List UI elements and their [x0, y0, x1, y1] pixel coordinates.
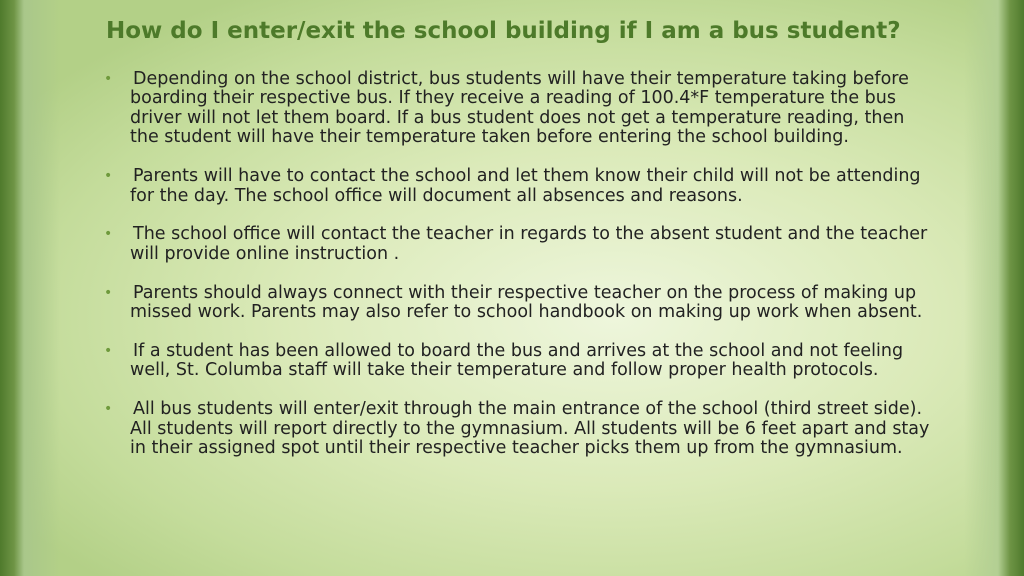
bullet-list: [104, 70, 934, 478]
bullet-item: [104, 167, 934, 206]
bullet-item: [104, 70, 934, 148]
bullet-item: [104, 342, 934, 381]
bullet-marker-icon: •: [104, 343, 113, 360]
bullet-text: The school office will contact the teacher in regards to the absent student and the teacher will provide online instruction .: [130, 224, 928, 264]
bullet-marker-icon: •: [104, 401, 113, 418]
bullet-text: Parents should always connect with their respective teacher on the process of making up missed work. Parents may also refer to school handbook on making up work when absent.: [130, 282, 923, 323]
bullet-item: [104, 225, 934, 264]
bullet-text: If a student has been allowed to board the bus and arrives at the school and not feeling well, St. Columba staff will take their temperature and follow proper health protocols.: [130, 341, 904, 381]
bullet-marker-icon: •: [104, 168, 113, 185]
bullet-marker-icon: •: [104, 226, 113, 243]
bullet-item: [104, 284, 934, 323]
bullet-text: Depending on the school district, bus students will have their temperature taking before boarding their respective bus. If they receive a reading of 100.4*F temperature the bus driver will not let them board. If a bus student does not get a temperature reading, then the student will have their temperature taken before entering the school building.: [130, 69, 909, 148]
bullet-text: All bus students will enter/exit through the main entrance of the school (third street side). All students will report directly to the gymnasium. All students will be 6 feet apart and stay in their assigned spot until their respective teacher picks them up from the gymnasium.: [130, 399, 930, 459]
bullet-text: Parents will have to contact the school and let them know their child will not be attending for the day. The school office will document all absences and reasons.: [130, 166, 921, 206]
slide-title: How do I enter/exit the school building if I am a bus student?: [106, 18, 901, 44]
bullet-item: [104, 400, 934, 458]
bullet-marker-icon: •: [104, 71, 113, 87]
bullet-marker-icon: •: [104, 284, 113, 301]
